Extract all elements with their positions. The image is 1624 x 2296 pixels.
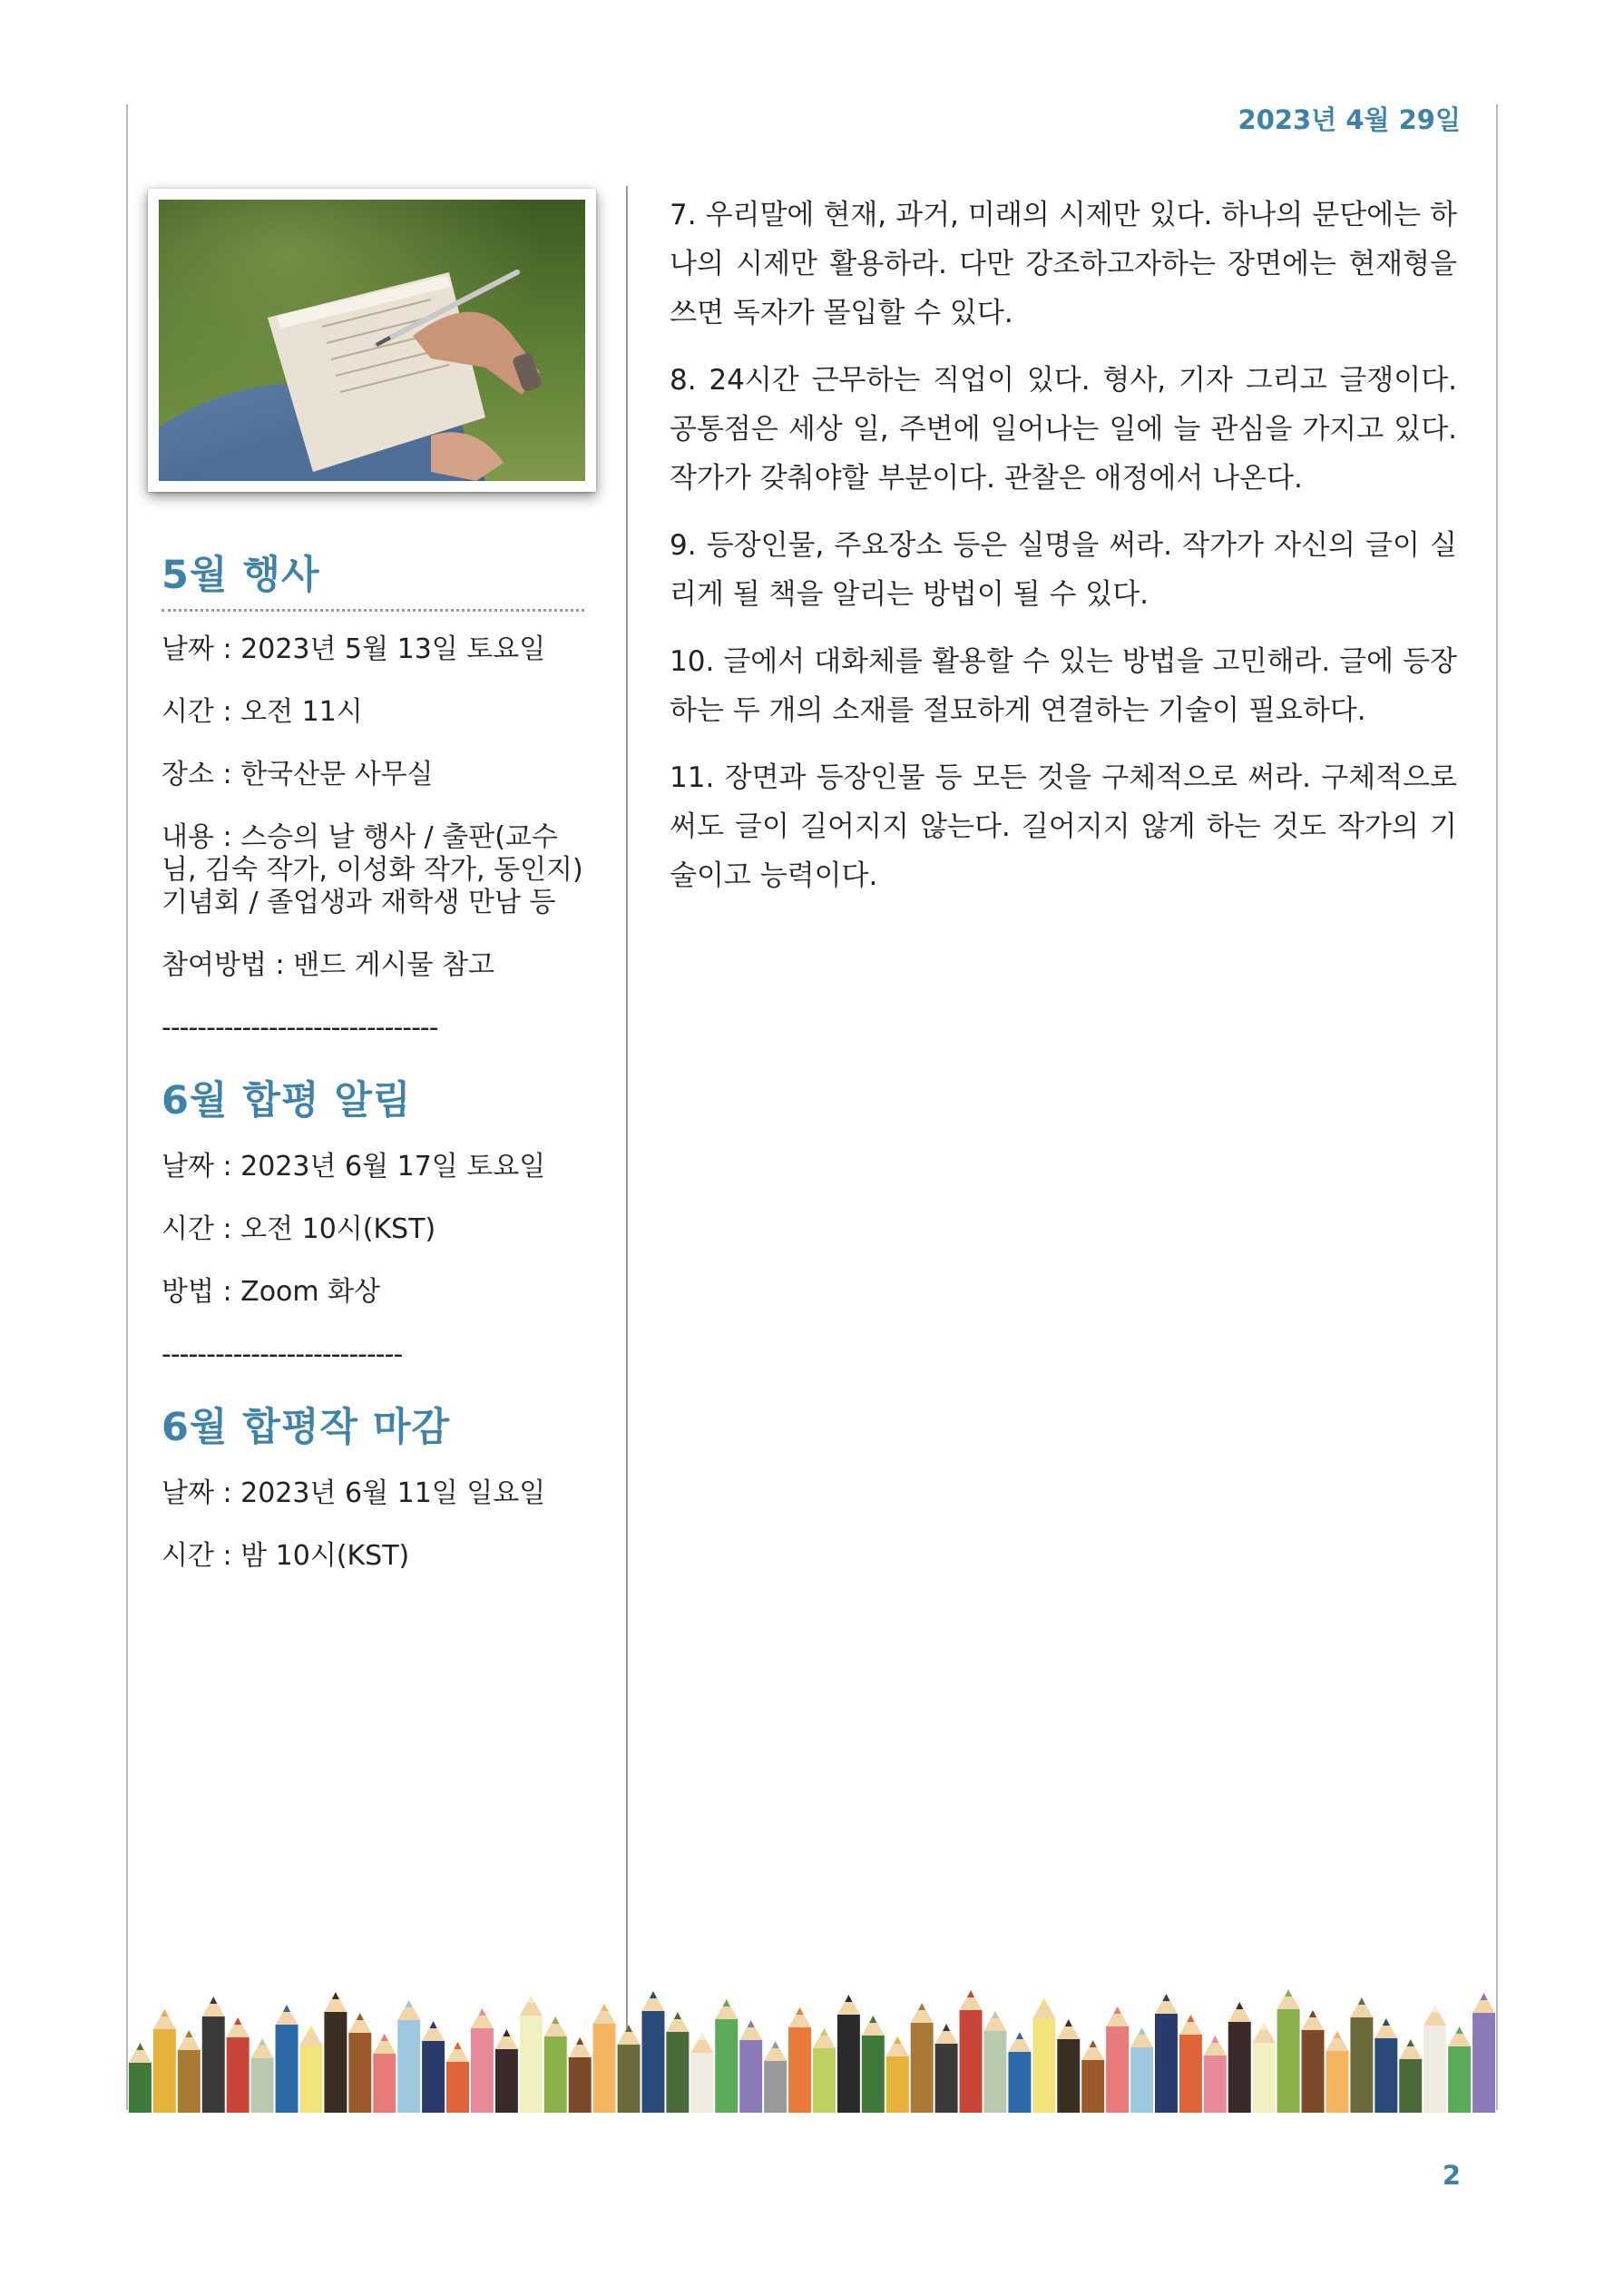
june-deadline-date: 날짜 : 2023년 6월 11일 일요일	[161, 1477, 546, 1509]
pencil-lead	[406, 2000, 413, 2007]
pencil	[276, 2005, 298, 2113]
pencil-lead	[1162, 1994, 1169, 2001]
may-event-time: 시간 : 오전 11시	[161, 696, 363, 728]
pencil	[446, 2042, 469, 2113]
header-date: 2023년 4월 29일	[1238, 104, 1461, 135]
pencil	[788, 2007, 811, 2113]
writing-notebook-image	[159, 200, 585, 481]
pencil-body	[1448, 2046, 1471, 2113]
june-review-title: 6월 합평 알림	[161, 1078, 412, 1123]
pencil	[739, 2020, 762, 2113]
pencil	[1326, 2031, 1349, 2113]
pencil	[129, 2043, 152, 2113]
pencil-lead	[1041, 1998, 1048, 2006]
pencil-lead	[1139, 2027, 1146, 2035]
pencil	[911, 2003, 934, 2113]
pencil	[1204, 2036, 1227, 2113]
may-event-date: 날짜 : 2023년 5월 13일 토요일	[161, 633, 546, 665]
pencil-body	[1350, 2017, 1373, 2113]
pencil	[1228, 2002, 1251, 2113]
pencil-body	[764, 2061, 787, 2113]
pencil	[520, 1996, 543, 2113]
pencil	[422, 2021, 445, 2113]
may-event-participation: 참여방법 : 밴드 게시물 참고	[161, 949, 495, 981]
pencil	[153, 2009, 176, 2113]
pencil-body	[593, 2024, 616, 2113]
pencil-body	[1277, 2009, 1300, 2113]
pencil-lead	[748, 2020, 755, 2027]
pencil-body	[935, 2044, 958, 2113]
pencil-lead	[1456, 2026, 1463, 2034]
pencil-lead	[1383, 2018, 1390, 2026]
pencil-body	[129, 2063, 152, 2113]
pencil-lead	[136, 2043, 143, 2050]
pencil-body	[373, 2054, 396, 2113]
pencil-lead	[674, 2012, 681, 2019]
pencil-lead	[1260, 2023, 1267, 2030]
pencil-body	[1179, 2035, 1202, 2113]
pencil-body	[495, 2049, 518, 2113]
tip-paragraph-8: 8. 24시간 근무하는 직업이 있다. 형사, 기자 그리고 글쟁이다. 공통점은 세상 일, 주변에 일어나는 일에 늘 관심을 가지고 있다. 작가가 갖춰야할 부분이다. 관찰은 애정에서 나온다.	[670, 364, 1457, 495]
pencil-lead	[478, 2008, 485, 2016]
pencil-body	[276, 2025, 298, 2113]
pencil	[251, 2038, 274, 2113]
pencil-lead	[699, 2033, 706, 2040]
events-sidebar	[161, 545, 588, 1603]
pencil-lead	[1407, 2039, 1414, 2046]
pencil-lead	[943, 2024, 950, 2031]
pencil-body	[153, 2029, 176, 2113]
tip-paragraph-9: 9. 등장인물, 주요장소 등은 실명을 써라. 작가가 자신의 글이 실리게 될 책을 알리는 방법이 될 수 있다.	[670, 529, 1457, 611]
pencil-lead	[332, 1992, 339, 1999]
pencil	[593, 2004, 616, 2113]
pencil-lead	[259, 2038, 266, 2046]
tip-paragraph-10: 10. 글에서 대화체를 활용할 수 있는 방법을 고민해라. 글에 등장하는 두 개의 소재를 절묘하게 연결하는 기술이 필요하다.	[670, 645, 1457, 727]
pencil-body	[1106, 2026, 1129, 2113]
pencil-lead	[1016, 2032, 1023, 2039]
pencil-lead	[527, 1996, 534, 2003]
writing-tips-column	[670, 191, 1457, 918]
pencil	[227, 2017, 249, 2113]
pencil	[618, 2025, 641, 2113]
pencil-lead	[1187, 2015, 1194, 2022]
pencil-body	[642, 2011, 665, 2113]
pencil	[1106, 2007, 1129, 2113]
june-deadline-title: 6월 합평작 마감	[161, 1405, 451, 1450]
pencil	[178, 2030, 201, 2113]
pencil-body	[666, 2032, 689, 2113]
pencil-body	[690, 2053, 713, 2113]
pencil-lead	[601, 2004, 608, 2011]
pencil-lead	[625, 2025, 632, 2032]
pencil	[324, 1992, 347, 2113]
pencil-lead	[576, 2037, 583, 2045]
may-event-content: 내용 : 스승의 날 행사 / 출판(교수님, 김숙 작가, 이성화 작가, 동인지) 기념회 / 졸업생과 재학생 만남 등	[161, 821, 583, 918]
pencil-lead	[210, 1997, 217, 2004]
pencil-lead	[772, 2041, 779, 2048]
pencil	[1081, 2040, 1104, 2113]
pencil	[1375, 2018, 1397, 2113]
may-event-place: 장소 : 한국산문 사무실	[161, 759, 434, 790]
pencil	[1032, 1998, 1055, 2113]
writing-photo	[148, 189, 596, 492]
pencil-lead	[918, 2003, 925, 2010]
pencil-lead	[1065, 2019, 1072, 2026]
pencil-body	[1155, 2014, 1178, 2113]
june-deadline-time: 시간 : 밤 10시(KST)	[161, 1540, 410, 1572]
pencil-body	[1253, 2043, 1276, 2113]
pencil	[544, 2016, 567, 2113]
pencil-body	[324, 2012, 347, 2113]
pencil-lead	[992, 2011, 999, 2018]
pencil	[1057, 2019, 1080, 2113]
pencil-lead	[161, 2009, 168, 2016]
pencil	[300, 2026, 323, 2113]
pencil-body	[544, 2036, 567, 2113]
pencil	[1448, 2026, 1471, 2113]
pencil-lead	[723, 1999, 730, 2007]
pencil-lead	[967, 1990, 974, 1997]
pencil-lead	[845, 1995, 852, 2002]
pencil-body	[471, 2028, 494, 2113]
pencil	[471, 2008, 494, 2113]
pencil-body	[446, 2062, 469, 2113]
pencil	[1130, 2027, 1153, 2113]
pencil	[1302, 2010, 1325, 2113]
pencil-lead	[552, 2016, 559, 2024]
pencil-body	[911, 2023, 934, 2113]
pencil	[960, 1990, 983, 2113]
pencil-body	[1326, 2051, 1349, 2113]
pencil	[202, 1997, 225, 2113]
pencil-body	[715, 2019, 738, 2113]
pencil-body	[1057, 2039, 1080, 2113]
pencil	[715, 1999, 738, 2113]
pencil-lead	[1481, 1993, 1488, 2000]
pencil-lead	[820, 2028, 827, 2036]
pencil-body	[984, 2031, 1007, 2113]
pencil	[1423, 2006, 1446, 2113]
pencil	[397, 2000, 420, 2113]
pencil	[1253, 2023, 1276, 2113]
pencil	[813, 2028, 836, 2113]
pencil-body	[569, 2057, 592, 2113]
pencil-body	[300, 2046, 323, 2113]
pencil-body	[227, 2037, 249, 2113]
pencil-body	[178, 2050, 201, 2113]
pencil-lead	[1236, 2002, 1243, 2009]
tip-paragraph-11: 11. 장면과 등장인물 등 모든 것을 구체적으로 써라. 구체적으로 써도 글이 길어지지 않는다. 길어지지 않게 하는 것도 작가의 기술이고 능력이다.	[670, 761, 1457, 892]
pencil-lead	[430, 2021, 437, 2028]
pencil-lead	[283, 2005, 290, 2012]
pencil-body	[1423, 2026, 1446, 2113]
pencil-body	[1032, 2018, 1055, 2113]
pencil-lead	[381, 2034, 388, 2041]
pencil	[984, 2011, 1007, 2113]
pencil	[348, 2013, 371, 2113]
pencil-body	[202, 2016, 225, 2113]
pencil-lead	[1211, 2036, 1218, 2043]
page-frame-right-line	[1496, 104, 1498, 2110]
pencil-lead	[797, 2007, 804, 2015]
pencil-body	[520, 2016, 543, 2113]
pencil-body	[1204, 2056, 1227, 2113]
pencil-body	[837, 2015, 860, 2113]
pencil-body	[862, 2036, 885, 2113]
pencil-body	[1375, 2038, 1397, 2113]
pencil-lead	[455, 2042, 462, 2049]
dash-separator: -------------------------------	[161, 1012, 438, 1044]
pencil	[495, 2029, 518, 2113]
pencil-body	[1008, 2052, 1031, 2113]
pencil-lead	[503, 2029, 510, 2036]
june-review-time: 시간 : 오전 10시(KST)	[161, 1213, 436, 1245]
pencil-body	[1472, 2013, 1495, 2113]
pencil-lead	[185, 2030, 192, 2037]
pencil-body	[1081, 2060, 1104, 2113]
pencil	[1350, 1997, 1373, 2113]
pencil-body	[813, 2048, 836, 2113]
june-review-method: 방법 : Zoom 화상	[161, 1276, 381, 1308]
pencil-lead	[234, 2017, 241, 2025]
pencil	[690, 2033, 713, 2113]
pencil-body	[1130, 2047, 1153, 2113]
pencil	[837, 1995, 860, 2113]
pencil-lead	[869, 2016, 876, 2023]
pencil-body	[422, 2041, 445, 2113]
pencil-lead	[1309, 2010, 1316, 2017]
pencil	[764, 2041, 787, 2113]
pencil-body	[1228, 2022, 1251, 2113]
pencil	[642, 1991, 665, 2113]
pencil	[1155, 1994, 1178, 2113]
pencil	[1472, 1993, 1495, 2113]
pencil-lead	[1334, 2031, 1341, 2038]
pencil-body	[739, 2040, 762, 2113]
may-event-title: 5월 행사	[161, 553, 320, 598]
pencil	[886, 2036, 909, 2113]
pencil-lead	[1114, 2007, 1121, 2014]
pencil-body	[788, 2027, 811, 2113]
pencil	[1277, 1989, 1300, 2113]
pencil-body	[397, 2020, 420, 2113]
page-frame-left-line	[126, 104, 128, 2110]
pencil	[935, 2024, 958, 2113]
pencil-body	[886, 2056, 909, 2113]
column-divider	[626, 186, 628, 2037]
pencil-body	[1302, 2030, 1325, 2113]
dotted-divider	[161, 609, 584, 612]
pencil	[1008, 2032, 1031, 2113]
pencil-lead	[894, 2036, 901, 2044]
pencil	[862, 2016, 885, 2113]
pencil-body	[618, 2045, 641, 2113]
pencil	[666, 2012, 689, 2113]
pencil	[1179, 2015, 1202, 2113]
tip-paragraph-7: 7. 우리말에 현재, 과거, 미래의 시제만 있다. 하나의 문단에는 하나의 시제만 활용하라. 다만 강조하고자하는 장면에는 현재형을 쓰면 독자가 몰입할 수 있다.	[670, 199, 1457, 329]
pencil-body	[251, 2058, 274, 2113]
pencil	[569, 2037, 592, 2113]
pencil-lead	[357, 2013, 364, 2020]
pencil-lead	[1285, 1989, 1292, 1997]
dash-separator: ---------------------------	[161, 1339, 403, 1370]
pencil-lead	[650, 1991, 657, 1998]
page-number: 2	[1442, 2160, 1461, 2191]
pencil-body	[1399, 2059, 1422, 2113]
pencil-lead	[308, 2026, 315, 2033]
pencil	[373, 2034, 396, 2113]
june-review-date: 날짜 : 2023년 6월 17일 토요일	[161, 1151, 546, 1182]
pencil-body	[348, 2033, 371, 2113]
pencil-lead	[1432, 2006, 1439, 2013]
colored-pencils-border	[128, 1951, 1496, 2114]
pencil-lead	[1090, 2040, 1097, 2047]
pencil-body	[960, 2010, 983, 2113]
pencil-lead	[1358, 1997, 1365, 2005]
pencil	[1399, 2039, 1422, 2113]
